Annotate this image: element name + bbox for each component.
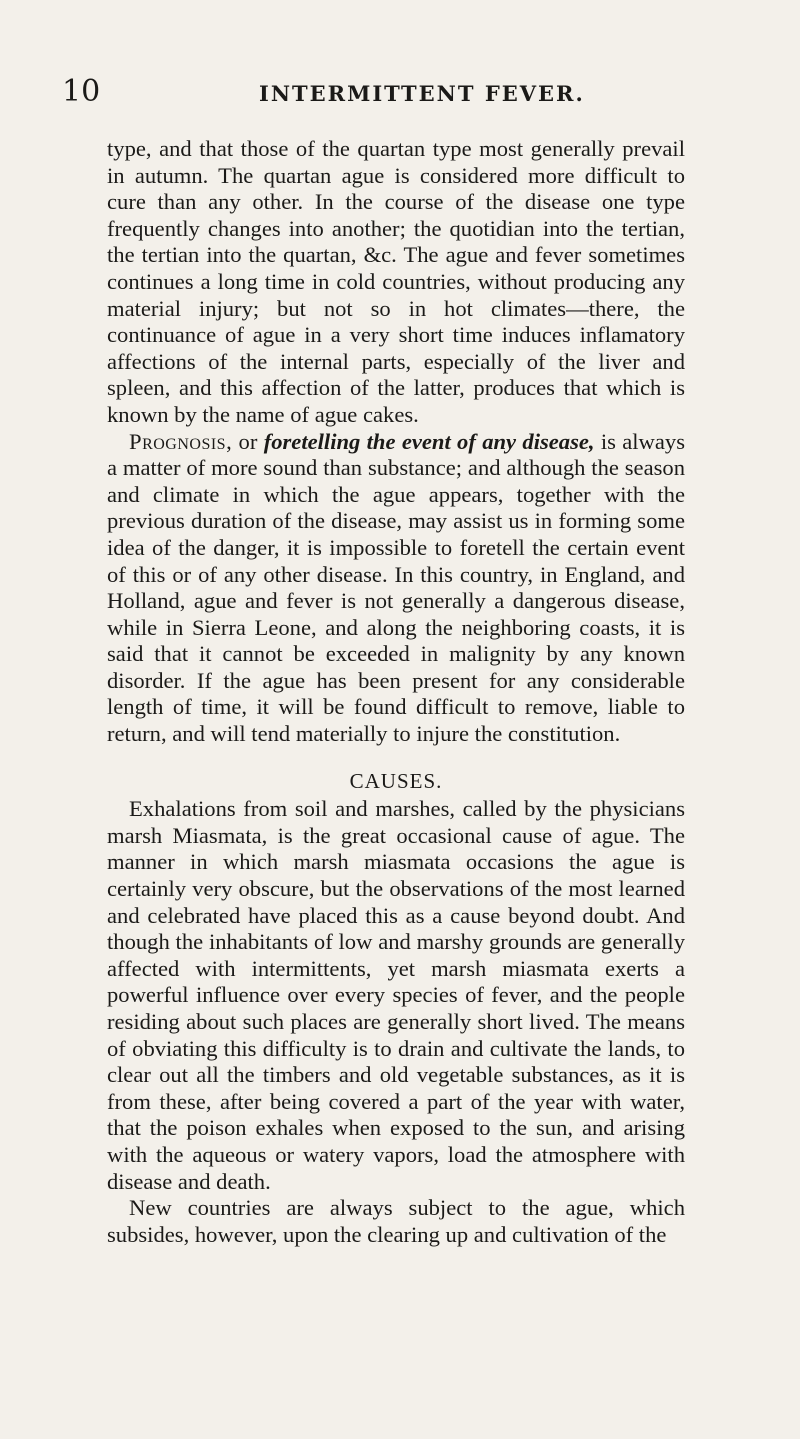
body-text — [107, 136, 685, 1248]
new-countries-paragraph: New countries are always subject to the ague, which subsides, however, upon the clearing up and cultivation of the — [107, 1195, 685, 1247]
running-title: INTERMITTENT FEVER. — [259, 81, 585, 106]
paragraph-continued: type, and that those of the quartan type most generally prevail in autumn. The quartan ague is considered more difficult to cure than any other. In the course of the disease one type frequently changes into another; the quotidian into the tertian, the tertian into the quartan, &c. The ague and fever sometimes continues a long time in cold countries, without producing any material injury; but not so in hot climates—there, the continuance of ague in a very short time induces inflamatory affections of the internal parts, especially of the liver and spleen, and this affection of the latter, produces that which is known by the name of ague cakes. — [107, 136, 685, 427]
prognosis-term: Prognosis, — [129, 428, 233, 454]
page-number: 10 — [62, 74, 101, 109]
prognosis-or: or — [232, 428, 264, 454]
prognosis-paragraph — [107, 429, 685, 748]
prognosis-text: is always a matter of more sound than substance; and although the season and climate in which the ague appears, together with the previous duration of the disease, may assist us in forming some idea of the danger, it is impossible to foretell the certain event of this or of any other disease. In this country, in England, and Holland, ague and fever is not generally a dangerous disease, while in Sierra Leone, and along the neighboring coasts, it is said that it cannot be exceeded in malignity by any known disorder. If the ague has been present for any considerable length of time, it will be found difficult to remove, liable to return, and will tend materially to injure the constitution. — [107, 428, 685, 747]
prognosis-definition: foretelling the event of any disease, — [263, 428, 595, 454]
causes-paragraph: Exhalations from soil and marshes, called by the physicians marsh Miasmata, is the great occasional cause of ague. The manner in which marsh miasmata occasions the ague is certainly very obscure, but the observations of the most learned and celebrated have placed this as a cause beyond doubt. And though the inhabitants of low and marshy grounds are generally affected with intermittents, yet marsh miasmata exerts a powerful influence over every species of fever, and the people residing about such places are generally short lived. The means of obviating this difficulty is to drain and cultivate the lands, to clear out all the timbers and old vegetable substances, as it is from these, after being covered a part of the year with water, that the poison exhales when exposed to the sun, and arising with the aqueous or watery vapors, load the atmosphere with disease and death. — [107, 796, 685, 1194]
section-heading-causes: CAUSES. — [349, 768, 443, 793]
